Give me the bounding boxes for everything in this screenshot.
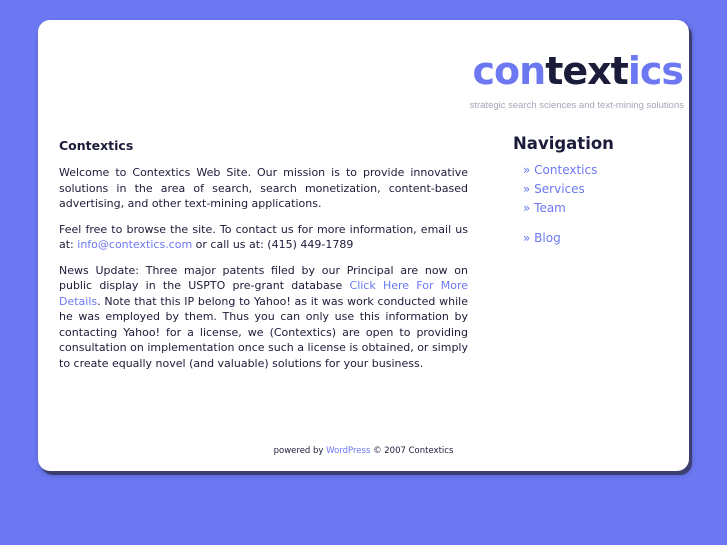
nav-list — [513, 161, 683, 248]
nav-item-blog — [523, 229, 683, 248]
patent-details-link[interactable]: Click Here For More Details — [59, 279, 468, 308]
navigation-sidebar — [513, 134, 683, 248]
page-card — [38, 20, 689, 471]
nav-link-services[interactable]: » Services — [523, 182, 585, 196]
page-title: Contextics — [59, 138, 134, 153]
news-text-pre: News Update: Three major patents filed by our Principal are now on public display in the USPTO pre-grant database — [59, 263, 468, 292]
nav-link-contextics[interactable]: » Contextics — [523, 163, 598, 177]
footer — [38, 446, 689, 456]
contact-text: Feel free to browse the site. To contact us for more information, email us at: — [59, 222, 468, 251]
site-logo[interactable] — [472, 49, 683, 93]
phone-text: or call us at: (415) 449-1789 — [192, 238, 354, 251]
nav-item-contextics — [523, 161, 683, 180]
nav-link-blog[interactable]: » Blog — [523, 231, 561, 245]
nav-item-services — [523, 180, 683, 199]
site-tagline: strategic search sciences and text-mining solutions — [469, 100, 684, 111]
logo-part-ics: ics — [627, 49, 683, 93]
news-paragraph — [59, 263, 468, 372]
footer-powered-text: powered by — [273, 446, 327, 456]
logo-part-text: text — [545, 49, 628, 93]
wordpress-link[interactable]: WordPress — [326, 446, 371, 456]
news-text-post: . Note that this IP belong to Yahoo! as it was work conducted while he was employed by them. Thus you can only use this information by contacting Yahoo! for a license, we (Contextics) are open to providing consultation on implementation once such a license is obtained, or simply to create equally novel (and valuable) solutions for your business. — [59, 294, 468, 370]
welcome-paragraph: Welcome to Contextics Web Site. Our mission is to provide innovative solutions in the area of search, search monetization, content-based advertising, and other text-mining applications. — [59, 166, 468, 210]
footer-copyright: © 2007 Contextics — [370, 446, 454, 456]
nav-link-team[interactable]: » Team — [523, 201, 566, 215]
logo-part-con: con — [472, 49, 546, 93]
main-content — [59, 138, 468, 381]
navigation-title: Navigation — [513, 134, 614, 153]
contact-paragraph — [59, 222, 468, 253]
email-link[interactable]: info@contextics.com — [77, 238, 193, 251]
nav-item-team — [523, 199, 683, 218]
